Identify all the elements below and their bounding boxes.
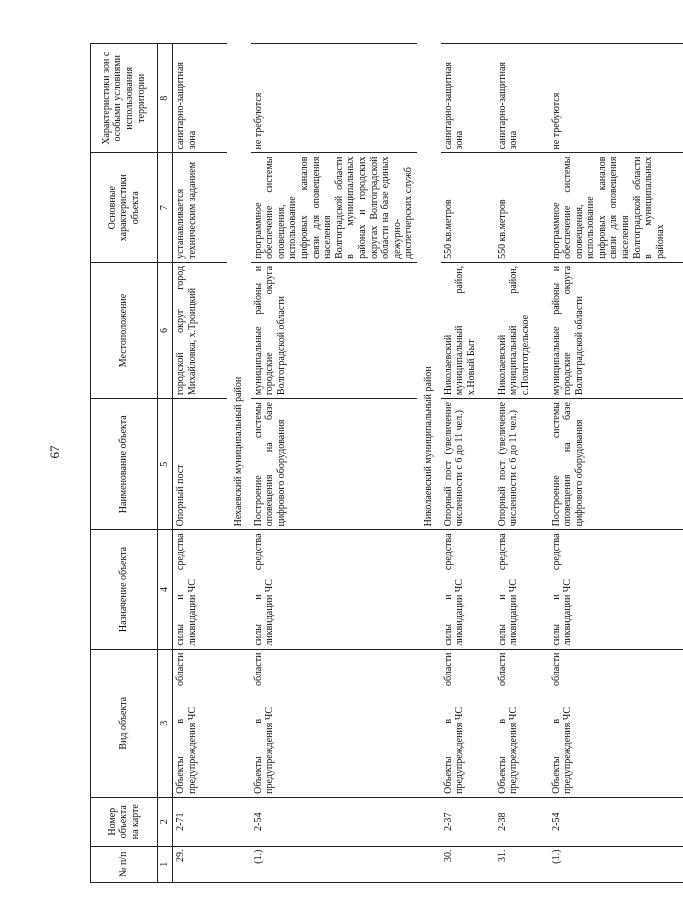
object-kind: Объекты в области предупреждения ЧС — [495, 649, 549, 797]
object-name: Построение системы оповещения на базе цифрового оборудования — [251, 399, 417, 530]
zone-characteristics: не требуются — [549, 44, 683, 154]
object-location: муниципальные районы и городские округа Волгоградской области — [251, 262, 417, 398]
page-number: 67 — [47, 445, 62, 459]
zone-characteristics: санитарно-защитная зона — [173, 44, 228, 154]
object-kind: Объекты в области предупреждения ЧС — [441, 649, 495, 797]
table-row — [173, 44, 228, 883]
object-kind: Объекты в области предупреждения ЧС — [549, 649, 683, 797]
object-purpose: силы и средства ликвидации ЧС — [173, 530, 228, 649]
header-cell: Основные характеристики объекта — [91, 153, 158, 262]
zone-characteristics: санитарно-защитная зона — [441, 44, 495, 154]
object-characteristics: программное обеспечение системы оповещения, использование цифровых каналов связи для оповещения населения Волгоградской области в муниципальных районах и городских округах Волгоградской области на базе единых дежурно-диспетчерских служб — [251, 153, 417, 262]
header-cell: № п/п — [91, 846, 158, 882]
district-row — [417, 44, 441, 883]
column-number: 3 — [158, 649, 173, 797]
header-row — [91, 44, 158, 883]
map-number: 2-71 — [173, 797, 228, 846]
table-row — [441, 44, 495, 883]
column-number-row — [158, 44, 173, 883]
object-purpose: силы и средства ликвидации ЧС — [251, 530, 417, 649]
object-location: муниципальные районы и городские округа Волгоградской области — [549, 262, 683, 398]
object-purpose: силы и средства ликвидации ЧС — [549, 530, 683, 649]
header-cell: Местоположение — [91, 262, 158, 398]
district-row — [227, 44, 251, 883]
header-cell: Назначение объекта — [91, 530, 158, 649]
object-name: Построение системы оповещения на базе цифрового оборудования — [549, 399, 683, 530]
object-name: Опорный пост (увеличение численности с 6 до 11 чел.) — [495, 399, 549, 530]
header-cell: Характеристики зон с особыми условиями использования территории — [91, 44, 158, 154]
column-number: 4 — [158, 530, 173, 649]
object-purpose: силы и средства ликвидации ЧС — [441, 530, 495, 649]
table-row — [251, 44, 417, 883]
district-heading: Нехаевский муниципальный район — [233, 376, 244, 527]
column-number: 5 — [158, 399, 173, 530]
map-number: 2-54 — [549, 797, 683, 846]
header-cell: Вид объекта — [91, 649, 158, 797]
object-characteristics: устанавливается техническим заданием — [173, 153, 228, 262]
column-number: 2 — [158, 797, 173, 846]
object-kind: Объекты в области предупреждения ЧС — [251, 649, 417, 797]
column-number: 6 — [158, 262, 173, 398]
object-characteristics: программное обеспечение системы оповещения, использование цифровых каналов связи для оповещения населения Волгоградской области в муниципальных районах — [549, 153, 683, 262]
table-row — [495, 44, 549, 883]
object-purpose: силы и средства ликвидации ЧС — [495, 530, 549, 649]
column-number: 1 — [158, 846, 173, 882]
header-cell: Наименование объекта — [91, 399, 158, 530]
zone-characteristics: санитарно-защитная зона — [495, 44, 549, 154]
object-location: Николаевский муниципальный район, х.Новый Быт — [441, 262, 495, 398]
object-kind: Объекты в области предупреждения ЧС — [173, 649, 228, 797]
object-name: Опорный пост — [173, 399, 228, 530]
object-location: городской округ город Михайловка, х.Троицкий — [173, 262, 228, 398]
row-number: (1.) — [549, 846, 683, 882]
map-number: 2-38 — [495, 797, 549, 846]
object-characteristics: 550 кв.метров — [441, 153, 495, 262]
object-location: Николаевский муниципальный район, с.Политотдельское — [495, 262, 549, 398]
header-cell: Номер объекта на карте — [91, 797, 158, 846]
column-number: 7 — [158, 153, 173, 262]
table-row — [549, 44, 683, 883]
district-heading: Николаевский муниципальный район — [422, 366, 434, 527]
row-number: 31. — [495, 846, 549, 882]
objects-table — [90, 43, 683, 883]
zone-characteristics: не требуются — [251, 44, 417, 154]
map-number: 2-37 — [441, 797, 495, 846]
row-number: 29. — [173, 846, 228, 882]
map-number: 2-54 — [251, 797, 417, 846]
object-characteristics: 550 кв.метров — [495, 153, 549, 262]
column-number: 8 — [158, 44, 173, 154]
row-number: (1.) — [251, 846, 417, 882]
object-name: Опорный пост (увеличение численности с 6 до 11 чел.) — [441, 399, 495, 530]
row-number: 30. — [441, 846, 495, 882]
